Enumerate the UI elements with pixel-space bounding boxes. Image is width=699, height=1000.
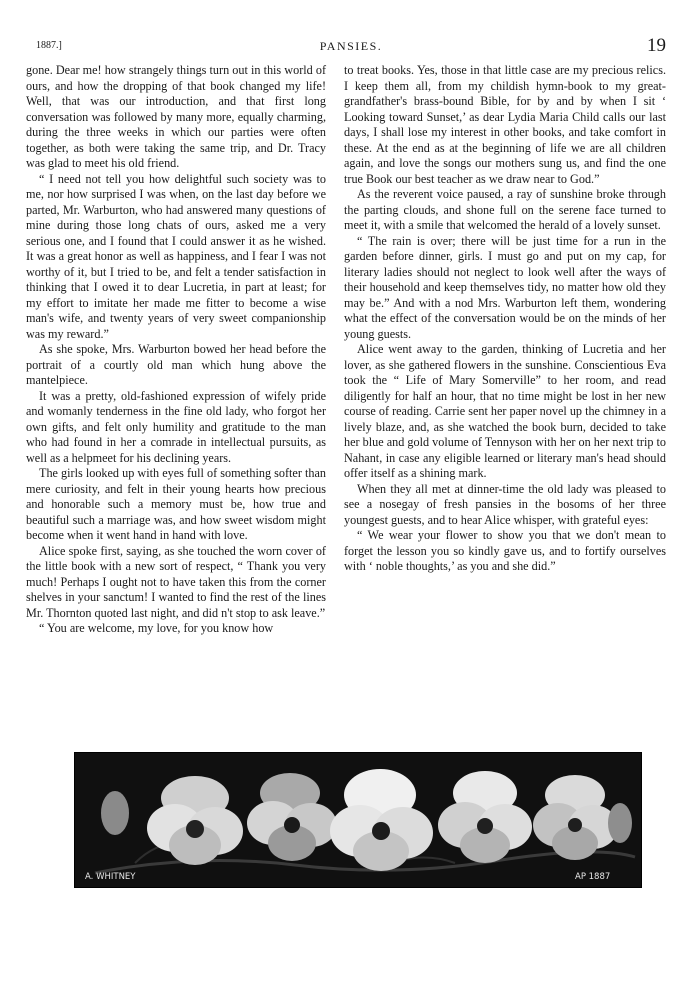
paragraph: gone. Dear me! how strangely things turn out in this world of ours, and how the dropping of that book changed my life! Well, that was our introduction, and that first long conversation was followed by many more, equally charming, during the three weeks in which our parties were often together, as both were taking the same trip, and Dr. Tracy was glad to meet his old friend. <box>26 63 326 170</box>
paragraph: “ The rain is over; there will be just time for a run in the garden before dinner, girls. I must go and put on my cap, for literary ladies should not neglect to look well after the ways of their household and keep themselves tidy, no matter how old they may be.” And with a nod Mrs. Warburton left them, wondering what the effect of the conversation would be on the minds of her young guests. <box>344 233 666 341</box>
engraver-signature: AP 1887 <box>575 872 611 882</box>
paragraph: “ We wear your flower to show you that we don't mean to forget the lesson you so kindly gave us, and to fortify ourselves with ‘ noble thoughts,’ as you and she did.” <box>344 528 666 573</box>
running-head <box>36 35 666 56</box>
left-column <box>26 63 326 637</box>
paragraph: When they all met at dinner-time the old lady was pleased to see a nosegay of fresh pansies in the bosoms of her three youngest guests, and to hear Alice whisper, with grateful eyes: <box>344 481 666 527</box>
paragraph: Alice went away to the garden, thinking of Lucretia and her lover, as she gathered flowers in the sunshine. Conscientious Eva took the “ Life of Mary Somerville” to her room, and read diligently for half an hour, that no time might be lost in her new course of reading. Carrie sent her paper novel up the chimney in a lively blaze, and, as she watched the book burn, decided to take her blue and gold volume of Tennyson with her on her next trip to Nahant, in case any eligible learned or literary man's head should offer itself as a shining mark. <box>344 342 666 480</box>
pansy-illustration <box>74 752 642 888</box>
paragraph: It was a pretty, old-fashioned expression of wifely pride and womanly tenderness in the fine old lady, who forgot her own gifts, and felt only humility and gratitude to the man who had found in her a comrade in intellectual pursuits, as well as a helpmeet for his declining years. <box>26 388 326 465</box>
page-number: 19 <box>647 35 666 56</box>
paragraph: As the reverent voice paused, a ray of sunshine broke through the parting clouds, and shone full on the serene face turned to meet it, with a smile that welcomed the herald of a lovely sunset. <box>344 187 666 232</box>
pansy-engraving <box>75 753 641 887</box>
paragraph: “ I need not tell you how delightful such society was to me, nor how surprised I was when, on the last day before we parted, Mr. Warburton, who had answered many questions of mine during those long chats of ours, asked me a very serious one, and I found that I could answer it as he wished. It was a great honor as well as happiness, and I fear I was not worthy of it, but I tried to be, and felt a tender satisfaction in thinking that I owed it to dear Lucretia, in part at least; for my effort to imitate her made me fitter to become a wise man's wife, and twenty years of very sweet companionship was my reward.” <box>26 171 326 341</box>
pansy-flower <box>147 776 243 865</box>
artist-signature: A. WHITNEY <box>85 872 136 882</box>
paragraph: “ You are welcome, my love, for you know how <box>39 621 274 635</box>
paragraph: to treat books. Yes, those in that little case are my precious relics. I keep them all, from my childish hymn-book to my great-grandfather's brass-bound Bible, for by and by when I sit ‘ Looking toward Sunset,’ as dear Lydia Maria Child calls our last days, I shall lose my interest in other books, and take comfort in these. At the end as at the beginning of life we are all children again, and love the songs our mothers sung us, and find the one true Book our best teacher as we draw near to God.” <box>344 63 666 186</box>
pansy-flower <box>533 775 618 860</box>
right-column <box>344 63 666 575</box>
running-head-year: 1887.] <box>36 40 62 51</box>
pansy-flower <box>247 773 337 861</box>
paragraph: As she spoke, Mrs. Warburton bowed her head before the portrait of a courtly old man which hung above the mantelpiece. <box>26 342 326 387</box>
paragraph: Alice spoke first, saying, as she touched the worn cover of the little book with a new sort of respect, “ Thank you very much! Perhaps I ought not to have taken this from the corner shelves in your sanctum! I wanted to find the rest of the lines Mr. Thornton quoted last night, and did n't stop to ask leave.” <box>26 543 326 620</box>
paragraph: The girls looked up with eyes full of something softer than mere curiosity, and felt in their young hearts how precious and honorable such a memory must be, how true and beautiful such a marriage was, and how sweet wisdom might become when it went hand in hand with love. <box>26 466 326 542</box>
running-head-title: PANSIES. <box>319 39 383 53</box>
pansy-flower <box>438 771 532 863</box>
pansy-flower <box>330 769 433 871</box>
